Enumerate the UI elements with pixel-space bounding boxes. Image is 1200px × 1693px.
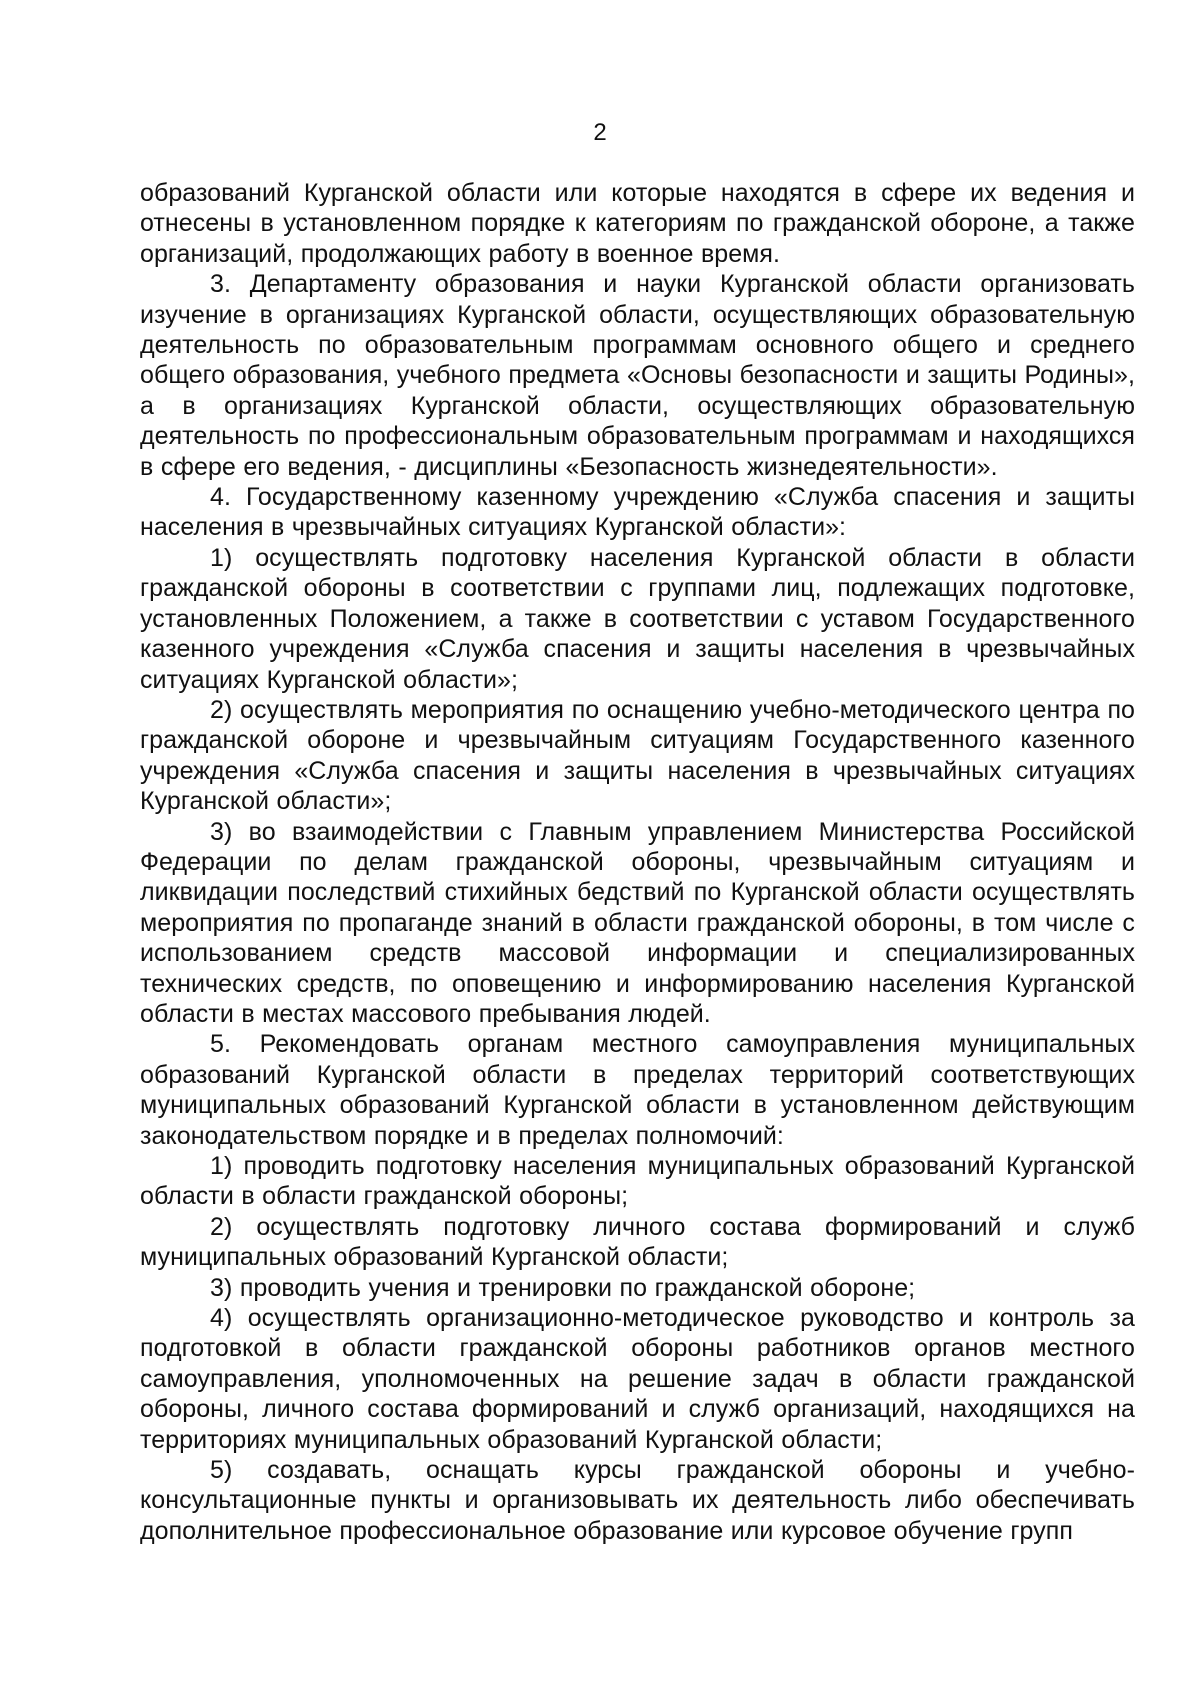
subitem-5-2: 2) осуществлять подготовку личного состава формирований и служб муниципальных образований Курганской области; (140, 1212, 1135, 1272)
subitem-5-4: 4) осуществлять организационно-методическое руководство и контроль за подготовкой в области гражданской обороны работников органов местного самоуправления, уполномоченных на решение задач в области гражданской обороны, личного состава формирований и служб организаций, находящихся на территориях муниципальных образований Курганской области; (140, 1304, 1135, 1454)
subitem-5-5: 5) создавать, оснащать курсы гражданской обороны и учебно-консультационные пункты и организовывать их деятельность либо обеспечивать дополнительное профессиональное образование или курсовое обучение групп (140, 1456, 1135, 1545)
document-body (140, 178, 1135, 1546)
subitem-5-3: 3) проводить учения и тренировки по гражданской обороне; (210, 1273, 916, 1302)
paragraph-item-3: 3. Департаменту образования и науки Курганской области организовать изучение в организациях Курганской области, осуществляющих образовательную деятельность по образовательным программам основного общего и среднего общего образования, учебного предмета «Основы безопасности и защиты Родины», а в организациях Курганской области, осуществляющих образовательную деятельность по профессиональным образовательным программам и находящихся в сфере его ведения, - дисциплины «Безопасность жизнедеятельности». (140, 270, 1135, 481)
subitem-4-3: 3) во взаимодействии с Главным управлением Министерства Российской Федерации по делам гражданской обороны, чрезвычайным ситуациям и ликвидации последствий стихийных бедствий по Курганской области осуществлять мероприятия по пропаганде знаний в области гражданской обороны, в том числе с использованием средств массовой информации и специализированных технических средств, по оповещению и информированию населения Курганской области в местах массового пребывания людей. (140, 817, 1135, 1028)
subitem-5-1: 1) проводить подготовку населения муниципальных образований Курганской области в области гражданской обороны; (140, 1152, 1135, 1211)
paragraph-item-4: 4. Государственному казенному учреждению «Служба спасения и защиты населения в чрезвычайных ситуациях Курганской области»: (140, 483, 1135, 542)
subitem-4-1: 1) осуществлять подготовку населения Курганской области в области гражданской обороны в соответствии с группами лиц, подлежащих подготовке, установленных Положением, а также в соответствии с уставом Государственного казенного учреждения «Служба спасения и защиты населения в чрезвычайных ситуациях Курганской области»; (140, 543, 1135, 694)
paragraph-continuation: образований Курганской области или которые находятся в сфере их ведения и отнесены в установленном порядке к категориям по гражданской обороне, а также организаций, продолжающих работу в военное время. (140, 179, 1135, 268)
subitem-4-2: 2) осуществлять мероприятия по оснащению учебно-методического центра по гражданской обороне и чрезвычайным ситуациям Государственного казенного учреждения «Служба спасения и защиты населения в чрезвычайных ситуациях Курганской области»; (140, 695, 1135, 816)
paragraph-item-5: 5. Рекомендовать органам местного самоуправления муниципальных образований Курганской области в пределах территорий соответствующих муниципальных образований Курганской области в установленном действующим законодательством порядке и в пределах полномочий: (140, 1030, 1135, 1150)
page-number: 2 (593, 119, 607, 146)
